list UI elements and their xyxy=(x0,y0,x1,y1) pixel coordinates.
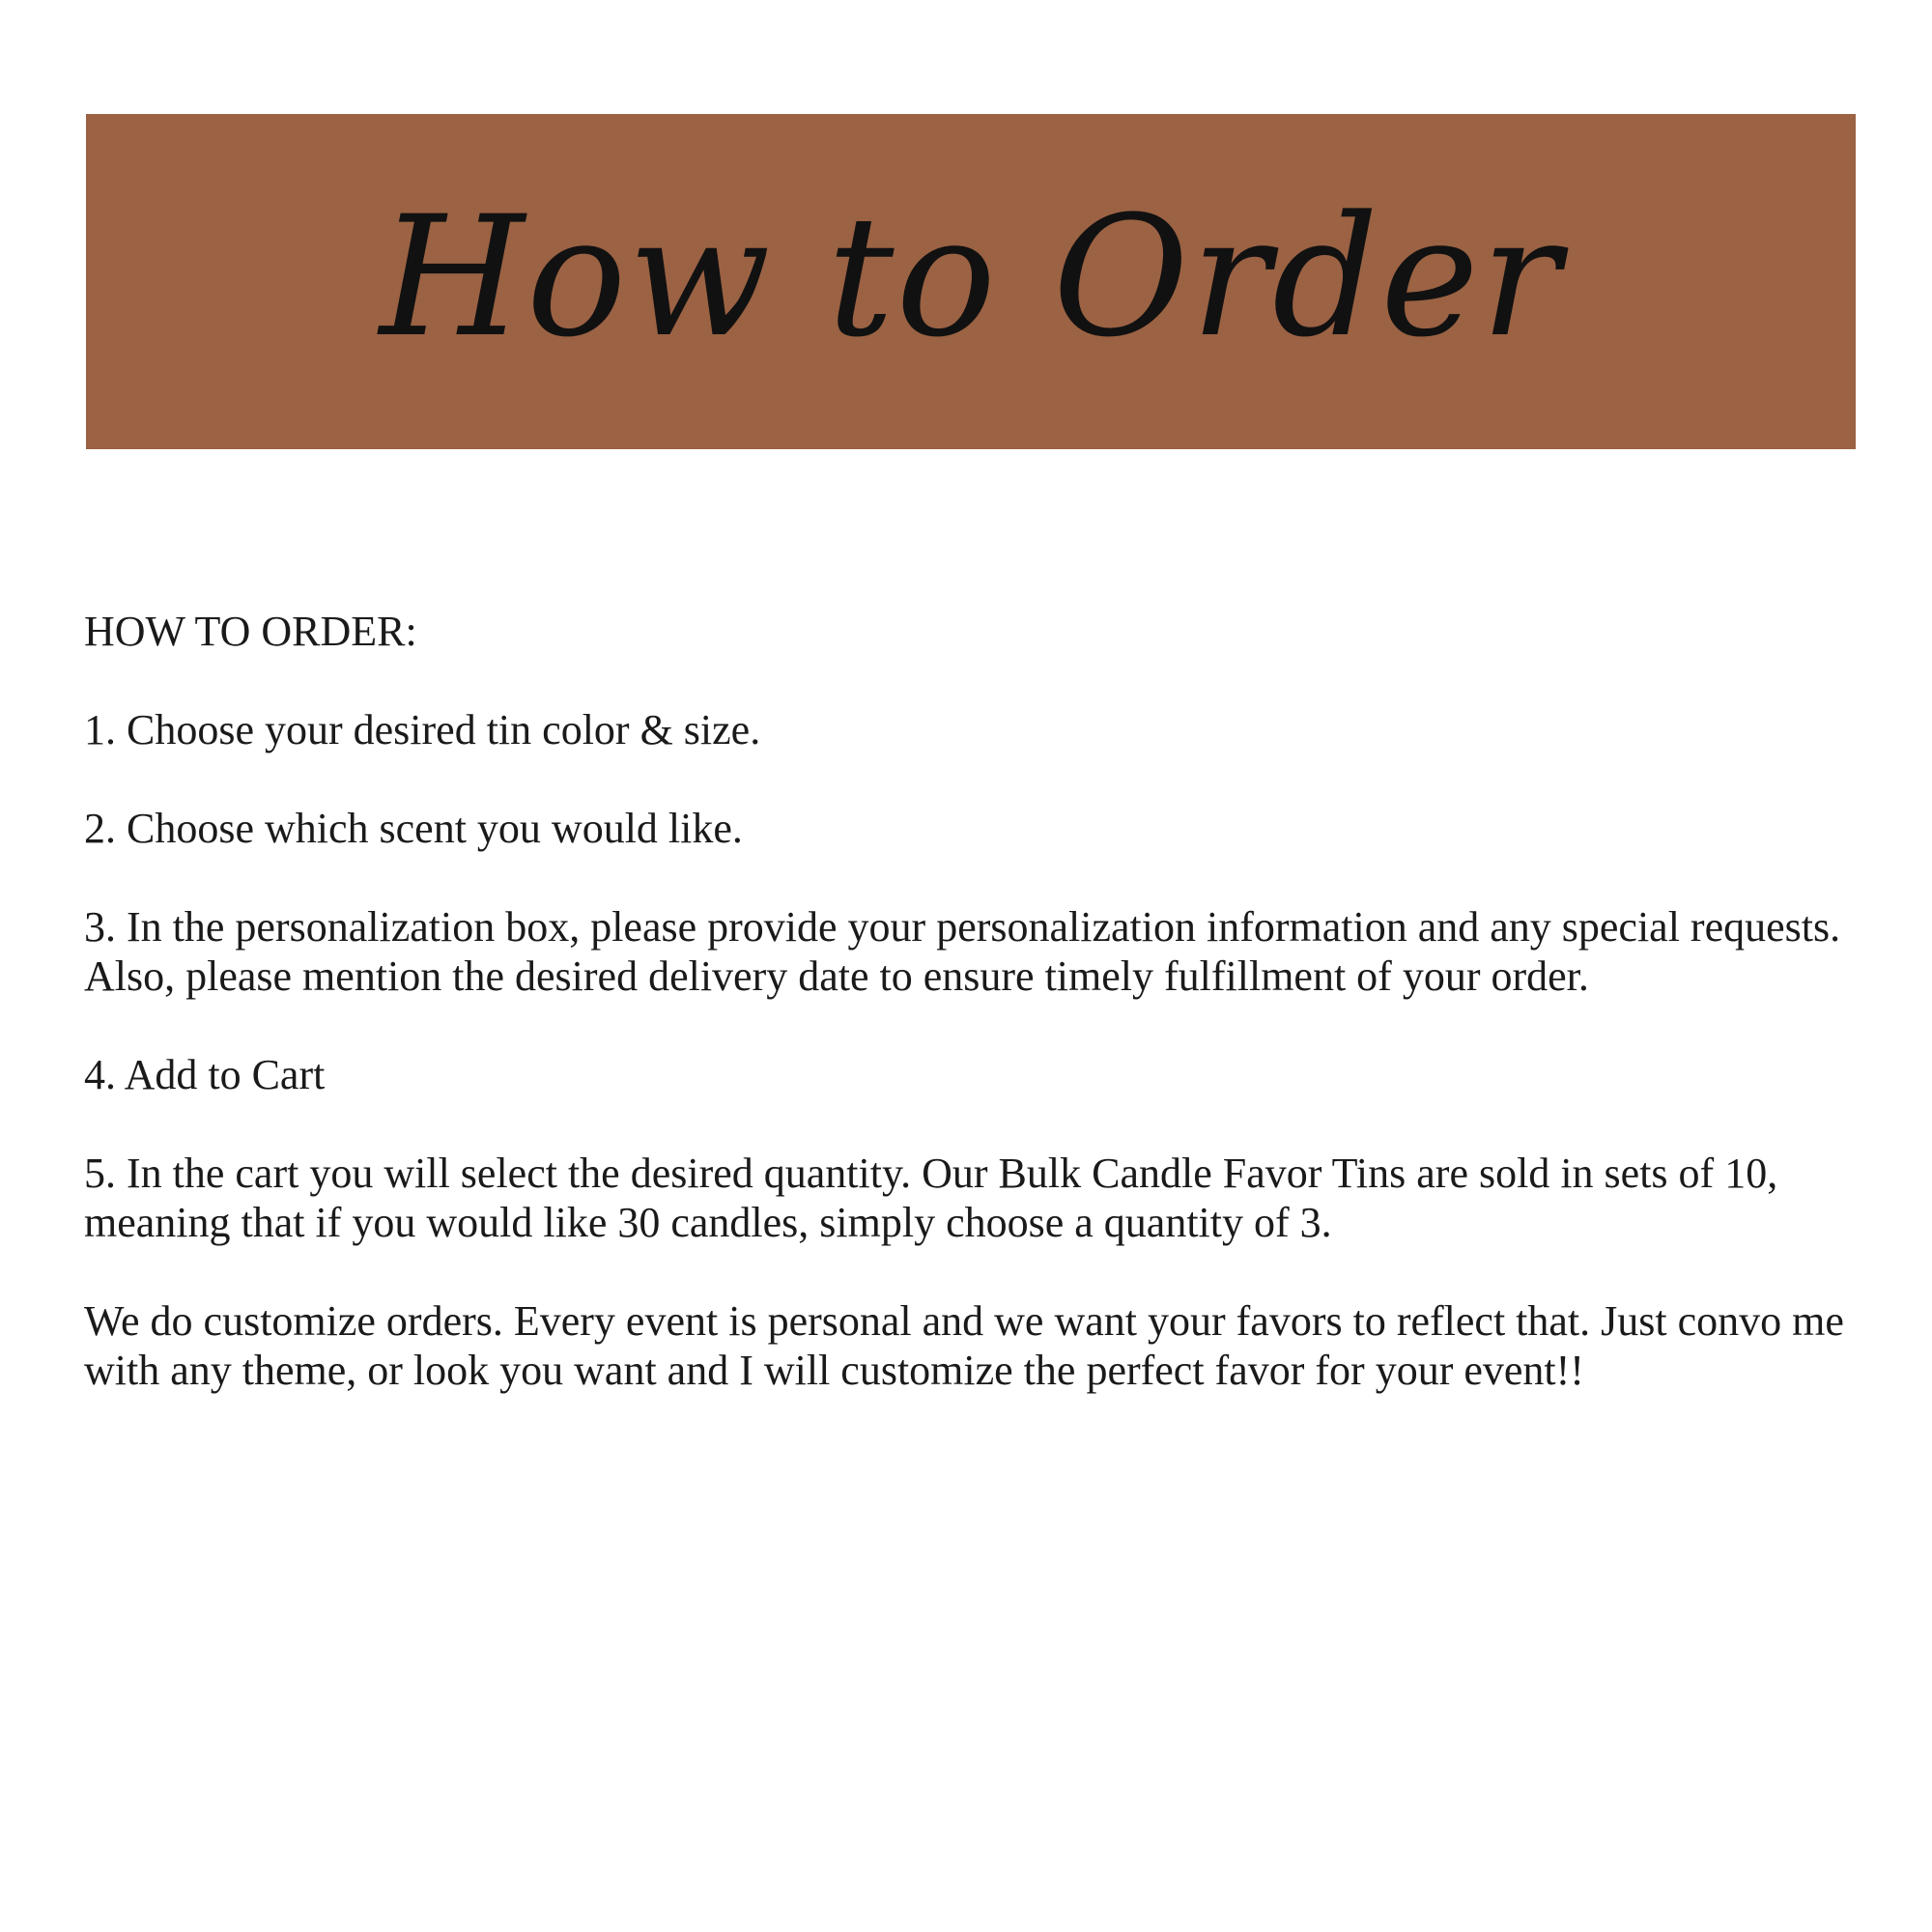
step-3: 3. In the personalization box, please provide your personalization information and any special requests. Also, please mention the desired delivery date to ensure timely fulfillment of your order. xyxy=(84,903,1841,1000)
banner-title: How to Order xyxy=(379,179,1563,374)
title-banner xyxy=(86,114,1856,449)
step-2: 2. Choose which scent you would like. xyxy=(84,805,743,852)
step-1: 1. Choose your desired tin color & size. xyxy=(84,706,761,753)
step-4: 4. Add to Cart xyxy=(84,1051,326,1098)
step-5: 5. In the cart you will select the desired quantity. Our Bulk Candle Favor Tins are sold in sets of 10, meaning that if you would like 30 candles, simply choose a quantity of 3. xyxy=(84,1150,1778,1246)
instructions-heading: HOW TO ORDER: xyxy=(84,608,417,655)
instructions-body xyxy=(84,607,1861,1444)
closing-note: We do customize orders. Every event is personal and we want your favors to reflect that. Just convo me with any theme, or look you want and I will customize the perfect favor for your event!! xyxy=(84,1297,1844,1394)
